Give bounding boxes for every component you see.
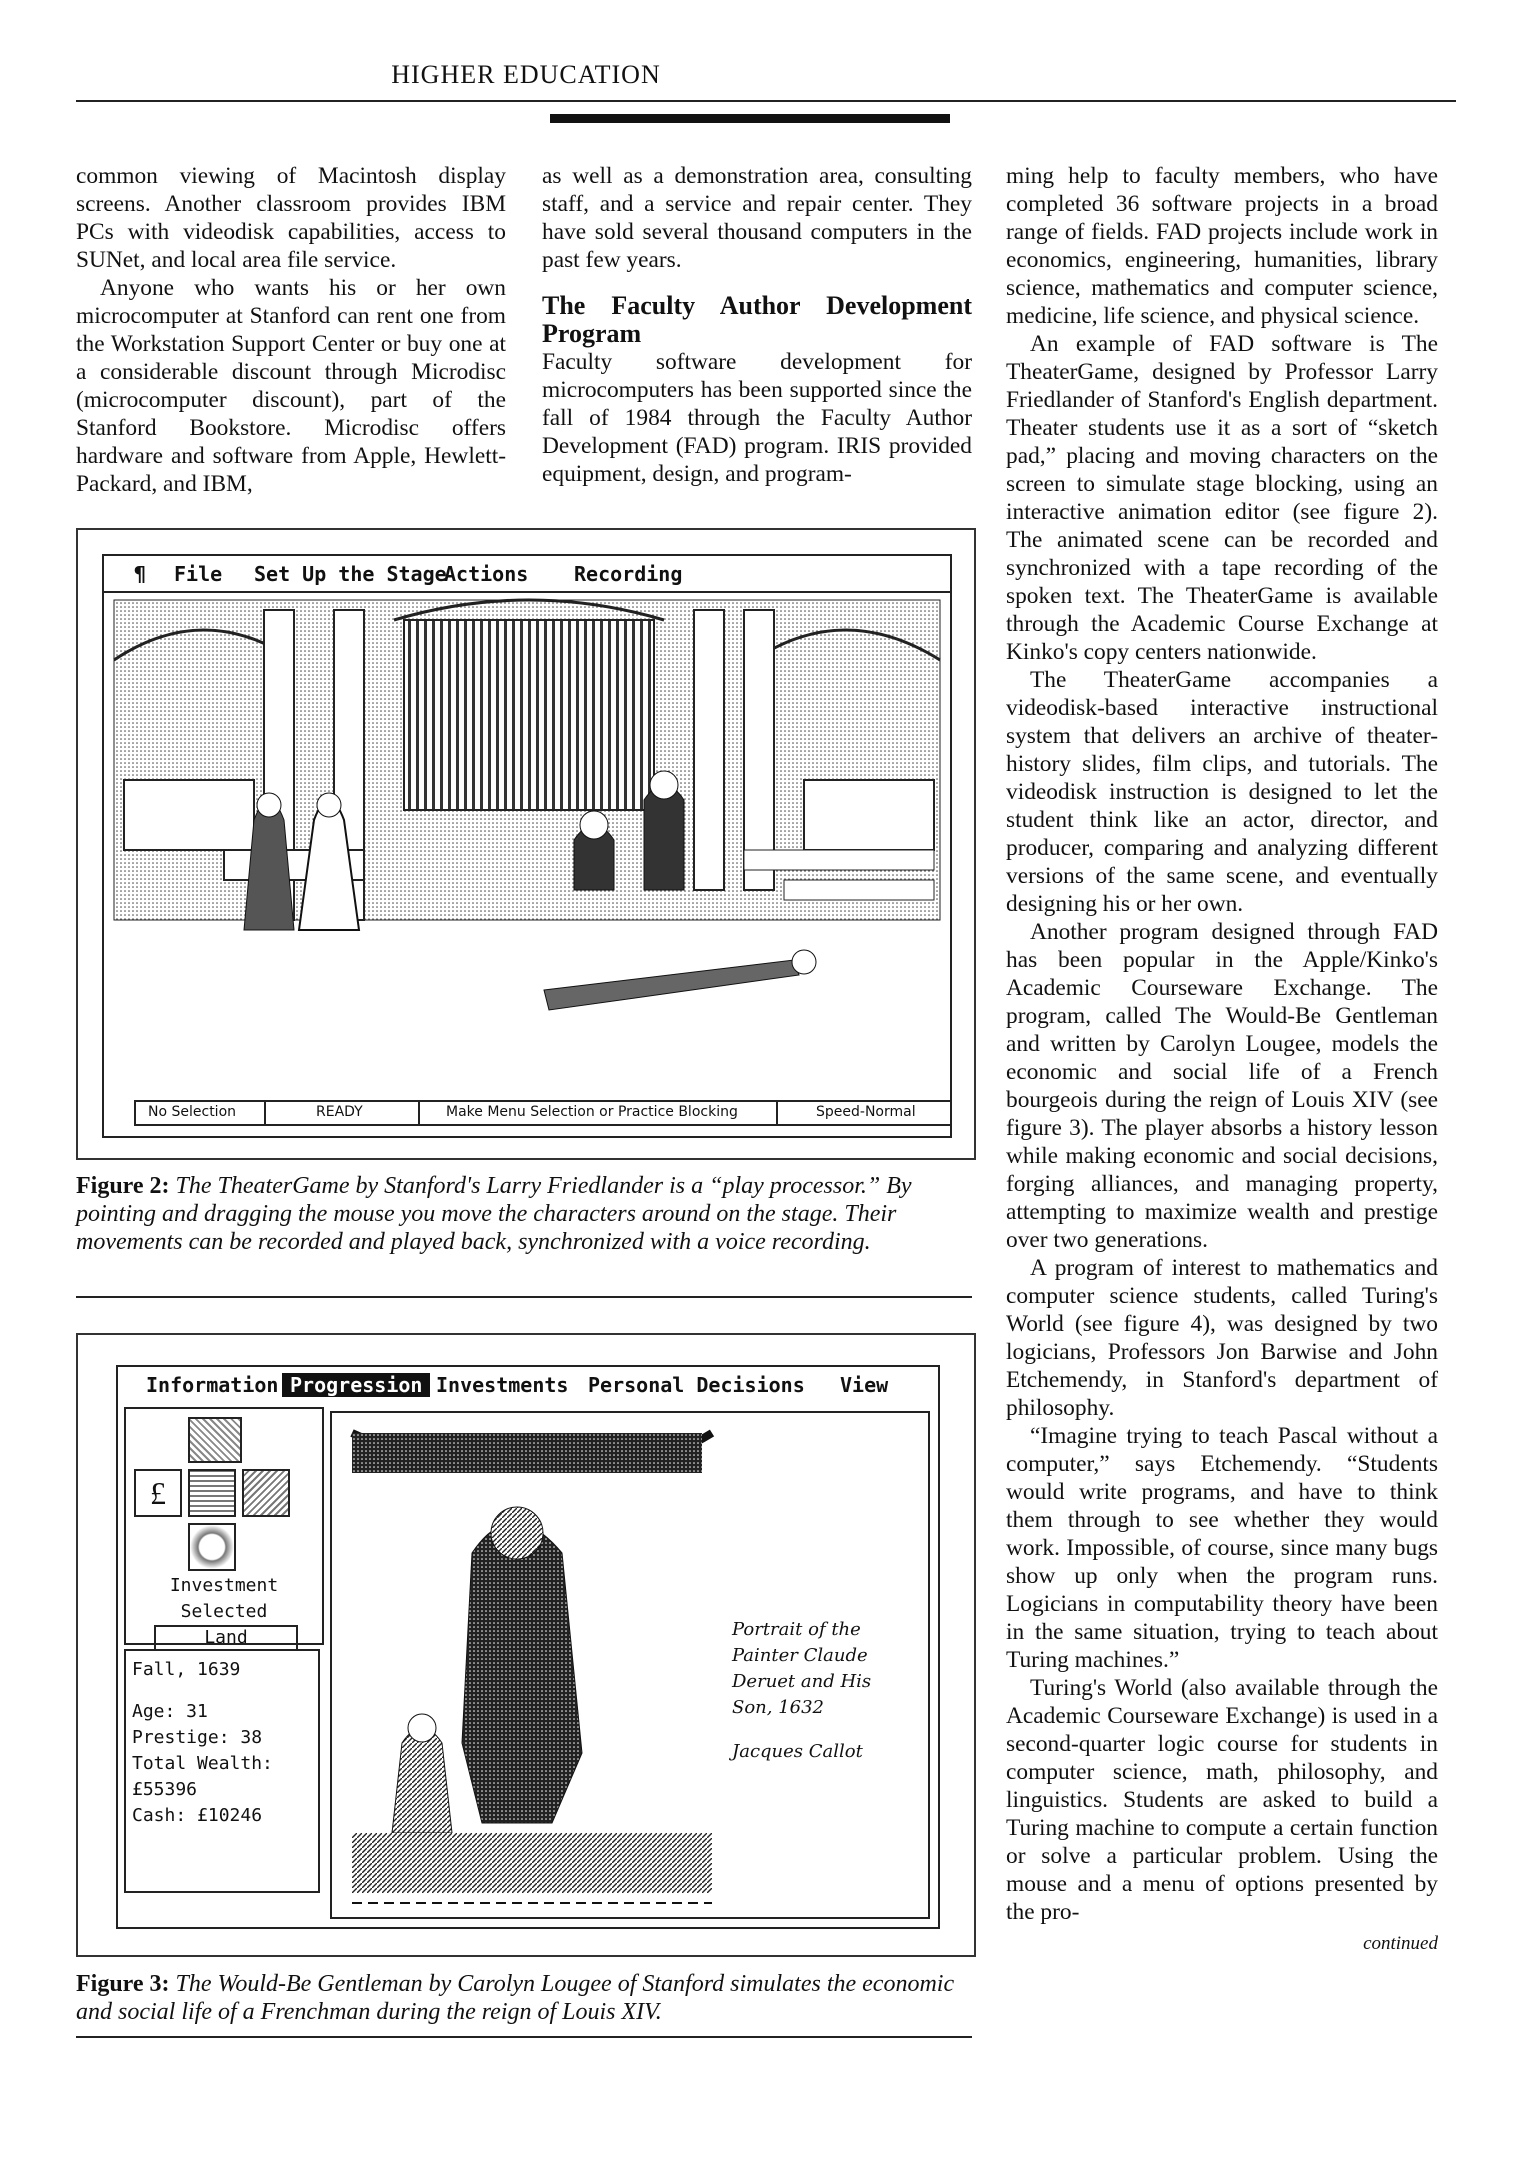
- menu-personal-decisions[interactable]: Personal Decisions: [588, 1373, 805, 1397]
- status-hint: Make Menu Selection or Practice Blocking: [446, 1104, 738, 1120]
- menu-set-up-stage[interactable]: Set Up the Stage: [254, 562, 447, 586]
- farm-icon[interactable]: [188, 1417, 242, 1463]
- figure-2-caption-text: The TheaterGame by Stanford's Larry Friedlander is a “play processor.” By pointing and dragging the mouse you move the characters around on the stage. Their movements can be recorded and played back, synchronized with a voice recording.: [76, 1173, 912, 1255]
- coin-icon[interactable]: [188, 1523, 236, 1571]
- col3-paragraph: “Imagine trying to teach Pascal without a computer,” says Etchemendy. “Students would write programs, and have to think them through to see whether they would work. Impossible, of course, since many bugs show up only when the program runs. Logicians in computability theory have been in the same situation, trying to teach about Turing machines.”: [1006, 1423, 1438, 1673]
- gentleman-menubar: [118, 1367, 938, 1401]
- header-rule: [76, 100, 1456, 102]
- menu-information[interactable]: Information: [146, 1373, 279, 1397]
- col2-paragraph: Faculty software development for microcomputers has been supported since the fall of 1984 through the Faculty Author Development (FAD) program. IRIS provided equipment, design, and program-: [542, 349, 972, 487]
- section-header: HIGHER EDUCATION: [391, 60, 661, 89]
- status-state: READY: [316, 1104, 363, 1120]
- portrait-view: [330, 1411, 930, 1919]
- status-speed: Speed-Normal: [816, 1104, 916, 1120]
- stat-age: Age: 31: [132, 1701, 208, 1722]
- family-icon[interactable]: [188, 1469, 236, 1517]
- stat-wealth-label: Total Wealth:: [132, 1753, 273, 1774]
- figure-2-label: Figure 2:: [76, 1173, 170, 1199]
- stage-illustration: [104, 590, 950, 1110]
- menu-progression[interactable]: Progression: [282, 1373, 430, 1397]
- portrait-title: [732, 1617, 912, 1765]
- stat-prestige: Prestige: 38: [132, 1727, 263, 1748]
- investment-panel: [124, 1407, 324, 1648]
- caption-rule: [76, 1296, 972, 1298]
- portrait-title-line: Son, 1632: [732, 1697, 825, 1718]
- investment-label: [126, 1573, 322, 1625]
- col3-paragraph: Another program designed through FAD has been popular in the Apple/Kinko's Academic Courseware Exchange. The program, called The Would-Be Gentleman and written by Carolyn Lougee, models the economic and social life of a French bourgeois during the reign of Louis XIV (see figure 3). The player absorbs a history lesson while making economic and social decisions, forging alliances, and managing property, attempting to maximize wealth and prestige over two generations.: [1006, 919, 1438, 1253]
- col3-paragraph: The TheaterGame accompanies a videodisk-based interactive instructional system that delivers an archive of theater-history slides, film clips, and tutorials. The videodisk instruction is designed to let the student think like an actor, director, and producer, comparing and analyzing different versions of the same scene, and eventually designing his or her own.: [1006, 667, 1438, 917]
- figure-2-caption: [76, 1172, 972, 1256]
- status-selection: No Selection: [148, 1104, 237, 1120]
- portrait-artist: Jacques Callot: [732, 1741, 863, 1762]
- col2-paragraph: as well as a demonstration area, consulting staff, and a service and repair center. They have sold several thousand computers in the past few years.: [542, 163, 972, 273]
- investment-label-line: Investment: [169, 1575, 279, 1596]
- portrait-title-line: Deruet and His: [732, 1671, 872, 1692]
- column-2: [542, 162, 972, 488]
- stat-wealth-value: £55396: [132, 1779, 198, 1800]
- apple-menu-icon[interactable]: ¶: [134, 562, 147, 586]
- investment-label-line: Selected: [180, 1601, 268, 1622]
- col3-paragraph: An example of FAD software is The TheaterGame, designed by Professor Larry Friedlander of Stanford's English department. Theater students use it as a sort of “sketch pad,” placing and moving characters on the screen to simulate stage blocking, using an interactive animation editor (see figure 2). The animated scene can be recorded and synchronized with a tape recording of the spoken text. The TheaterGame is available through the Academic Course Exchange at Kinko's copy centers nationwide.: [1006, 331, 1438, 665]
- pound-icon[interactable]: £: [134, 1469, 182, 1517]
- theatergame-screen: [102, 554, 952, 1138]
- menu-view[interactable]: View: [840, 1373, 889, 1397]
- gentleman-screen: [116, 1365, 940, 1929]
- column-3: [1006, 162, 1438, 1958]
- figure-2: [76, 528, 976, 1160]
- figure-3-caption: [76, 1970, 972, 2026]
- figure-3-label: Figure 3:: [76, 1971, 170, 1997]
- column-1: [76, 162, 506, 498]
- figure-3: [76, 1333, 976, 1957]
- figure-3-caption-text: The Would-Be Gentleman by Carolyn Lougee of Stanford simulates the economic and social life of a Frenchman during the reign of Louis XIV.: [76, 1971, 955, 2025]
- menu-actions[interactable]: Actions: [444, 562, 529, 586]
- menu-investments[interactable]: Investments: [436, 1373, 569, 1397]
- section-heading: The Faculty Author Development Program: [542, 291, 972, 348]
- theatergame-menubar: [104, 556, 950, 590]
- stat-cash: Cash: £10246: [132, 1805, 263, 1826]
- investment-value-box[interactable]: Land: [154, 1625, 298, 1651]
- status-bar: [134, 1100, 952, 1126]
- portrait-title-line: Painter Claude: [732, 1645, 868, 1666]
- col3-paragraph: A program of interest to mathematics and computer science students, called Turing's World (see figure 4), was designed by two logicians, Professors Jon Barwise and John Etchemendy, in Stanford's department of philosophy.: [1006, 1255, 1438, 1421]
- document-icon[interactable]: [242, 1469, 290, 1517]
- menu-recording[interactable]: Recording: [574, 562, 683, 586]
- continued-label: continued: [1363, 1933, 1438, 1954]
- stat-season: Fall, 1639: [132, 1659, 241, 1680]
- col1-paragraph: common viewing of Macintosh display screens. Another classroom provides IBM PCs with videodisk capabilities, access to SUNet, and local area file service.: [76, 163, 506, 273]
- col3-paragraph: Turing's World (also available through the Academic Courseware Exchange) is used in a second-quarter logic course for students in computer science, math, philosophy, and linguistics. Students are asked to build a Turing machine to compute a certain function or solve a particular problem. Using the mouse and a menu of options presented by the pro-: [1006, 1675, 1438, 1925]
- col3-paragraph: ming help to faculty members, who have completed 36 software projects in a broad range of fields. FAD projects include work in economics, engineering, humanities, library science, mathematics and computer science, medicine, life science, and physical science.: [1006, 163, 1438, 329]
- col1-paragraph: Anyone who wants his or her own microcomputer at Stanford can rent one from the Workstation Support Center or buy one at a considerable discount through Microdisc (microcomputer discount), part of the Stanford Bookstore. Microdisc offers hardware and software from Apple, Hewlett-Packard, and IBM,: [76, 275, 506, 497]
- caption-rule: [76, 2036, 972, 2038]
- header-bar: [550, 114, 950, 123]
- menu-file[interactable]: File: [174, 562, 223, 586]
- stats-panel: [124, 1649, 320, 1893]
- portrait-title-line: Portrait of the: [732, 1619, 861, 1640]
